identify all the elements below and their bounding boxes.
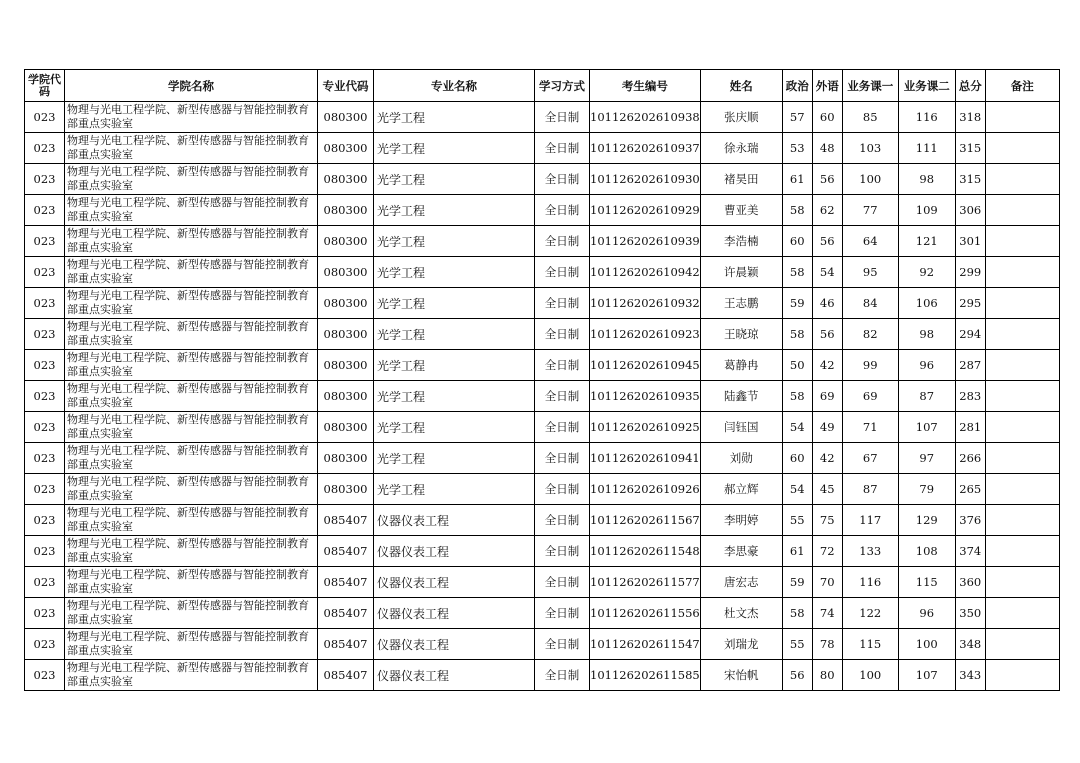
student-name-cell: 张庆顺 — [700, 102, 782, 133]
subject-one-score-cell: 69 — [842, 381, 898, 412]
student-name-cell: 宋怡帆 — [700, 660, 782, 691]
header-name: 姓名 — [700, 70, 782, 102]
table-row — [25, 474, 1060, 505]
major-code-cell: 085407 — [318, 505, 374, 536]
total-score-cell: 360 — [955, 567, 985, 598]
total-score-cell: 299 — [955, 257, 985, 288]
politics-score-cell: 58 — [782, 195, 812, 226]
major-name-cell: 光学工程 — [374, 164, 535, 195]
subject-one-score-cell: 122 — [842, 598, 898, 629]
study-mode-cell: 全日制 — [535, 257, 590, 288]
college-code-cell: 023 — [25, 381, 65, 412]
major-name-cell: 仪器仪表工程 — [374, 629, 535, 660]
major-code-cell: 080300 — [318, 412, 374, 443]
student-name-cell: 郝立辉 — [700, 474, 782, 505]
subject-one-score-cell: 116 — [842, 567, 898, 598]
foreign-language-score-cell: 75 — [812, 505, 842, 536]
student-name-cell: 曹亚美 — [700, 195, 782, 226]
college-code-cell: 023 — [25, 164, 65, 195]
college-code-cell: 023 — [25, 288, 65, 319]
student-name-cell: 许晨颖 — [700, 257, 782, 288]
student-name-cell: 李思豪 — [700, 536, 782, 567]
major-name-cell: 光学工程 — [374, 226, 535, 257]
header-remarks: 备注 — [985, 70, 1059, 102]
total-score-cell: 376 — [955, 505, 985, 536]
exam-id-cell: 101126202610945 — [590, 350, 701, 381]
subject-one-score-cell: 103 — [842, 133, 898, 164]
major-name-cell: 光学工程 — [374, 474, 535, 505]
total-score-cell: 295 — [955, 288, 985, 319]
college-name-cell: 物理与光电工程学院、新型传感器与智能控制教育部重点实验室 — [65, 195, 318, 226]
study-mode-cell: 全日制 — [535, 536, 590, 567]
major-name-cell: 仪器仪表工程 — [374, 660, 535, 691]
major-code-cell: 085407 — [318, 629, 374, 660]
table-row — [25, 257, 1060, 288]
remarks-cell — [985, 536, 1059, 567]
subject-two-score-cell: 116 — [898, 102, 955, 133]
remarks-cell — [985, 412, 1059, 443]
foreign-language-score-cell: 69 — [812, 381, 842, 412]
foreign-language-score-cell: 54 — [812, 257, 842, 288]
major-code-cell: 080300 — [318, 102, 374, 133]
college-code-cell: 023 — [25, 195, 65, 226]
exam-id-cell: 101126202611585 — [590, 660, 701, 691]
subject-one-score-cell: 100 — [842, 164, 898, 195]
major-code-cell: 080300 — [318, 164, 374, 195]
subject-two-score-cell: 79 — [898, 474, 955, 505]
table-row — [25, 288, 1060, 319]
college-code-cell: 023 — [25, 443, 65, 474]
major-name-cell: 光学工程 — [374, 350, 535, 381]
remarks-cell — [985, 443, 1059, 474]
table-row — [25, 195, 1060, 226]
subject-two-score-cell: 129 — [898, 505, 955, 536]
college-code-cell: 023 — [25, 505, 65, 536]
exam-id-cell: 101126202610939 — [590, 226, 701, 257]
table-row — [25, 536, 1060, 567]
college-name-cell: 物理与光电工程学院、新型传感器与智能控制教育部重点实验室 — [65, 226, 318, 257]
college-name-cell: 物理与光电工程学院、新型传感器与智能控制教育部重点实验室 — [65, 598, 318, 629]
college-name-cell: 物理与光电工程学院、新型传感器与智能控制教育部重点实验室 — [65, 567, 318, 598]
college-code-cell: 023 — [25, 567, 65, 598]
subject-two-score-cell: 121 — [898, 226, 955, 257]
student-name-cell: 徐永瑞 — [700, 133, 782, 164]
major-code-cell: 080300 — [318, 288, 374, 319]
college-name-cell: 物理与光电工程学院、新型传感器与智能控制教育部重点实验室 — [65, 288, 318, 319]
subject-one-score-cell: 71 — [842, 412, 898, 443]
politics-score-cell: 61 — [782, 164, 812, 195]
foreign-language-score-cell: 72 — [812, 536, 842, 567]
subject-two-score-cell: 107 — [898, 412, 955, 443]
college-name-cell: 物理与光电工程学院、新型传感器与智能控制教育部重点实验室 — [65, 474, 318, 505]
college-name-cell: 物理与光电工程学院、新型传感器与智能控制教育部重点实验室 — [65, 350, 318, 381]
foreign-language-score-cell: 56 — [812, 226, 842, 257]
total-score-cell: 281 — [955, 412, 985, 443]
college-code-cell: 023 — [25, 133, 65, 164]
student-name-cell: 闫钰国 — [700, 412, 782, 443]
remarks-cell — [985, 195, 1059, 226]
subject-two-score-cell: 92 — [898, 257, 955, 288]
total-score-cell: 348 — [955, 629, 985, 660]
politics-score-cell: 58 — [782, 319, 812, 350]
college-name-cell: 物理与光电工程学院、新型传感器与智能控制教育部重点实验室 — [65, 536, 318, 567]
college-code-cell: 023 — [25, 319, 65, 350]
major-code-cell: 080300 — [318, 350, 374, 381]
table-row — [25, 443, 1060, 474]
subject-two-score-cell: 98 — [898, 164, 955, 195]
major-name-cell: 仪器仪表工程 — [374, 567, 535, 598]
remarks-cell — [985, 474, 1059, 505]
major-name-cell: 光学工程 — [374, 133, 535, 164]
exam-id-cell: 101126202610938 — [590, 102, 701, 133]
politics-score-cell: 54 — [782, 412, 812, 443]
total-score-cell: 265 — [955, 474, 985, 505]
major-code-cell: 085407 — [318, 536, 374, 567]
header-college-code: 学院代码 — [25, 70, 65, 102]
remarks-cell — [985, 226, 1059, 257]
total-score-cell: 315 — [955, 164, 985, 195]
subject-one-score-cell: 115 — [842, 629, 898, 660]
remarks-cell — [985, 164, 1059, 195]
subject-one-score-cell: 82 — [842, 319, 898, 350]
foreign-language-score-cell: 45 — [812, 474, 842, 505]
foreign-language-score-cell: 70 — [812, 567, 842, 598]
total-score-cell: 350 — [955, 598, 985, 629]
foreign-language-score-cell: 46 — [812, 288, 842, 319]
major-code-cell: 080300 — [318, 381, 374, 412]
header-foreign-language: 外语 — [812, 70, 842, 102]
foreign-language-score-cell: 48 — [812, 133, 842, 164]
subject-two-score-cell: 98 — [898, 319, 955, 350]
major-name-cell: 仪器仪表工程 — [374, 505, 535, 536]
student-name-cell: 陆鑫节 — [700, 381, 782, 412]
table-row — [25, 381, 1060, 412]
table-row — [25, 350, 1060, 381]
subject-two-score-cell: 111 — [898, 133, 955, 164]
study-mode-cell: 全日制 — [535, 629, 590, 660]
subject-one-score-cell: 67 — [842, 443, 898, 474]
exam-id-cell: 101126202610942 — [590, 257, 701, 288]
remarks-cell — [985, 660, 1059, 691]
remarks-cell — [985, 567, 1059, 598]
exam-id-cell: 101126202610925 — [590, 412, 701, 443]
politics-score-cell: 60 — [782, 226, 812, 257]
foreign-language-score-cell: 42 — [812, 350, 842, 381]
exam-id-cell: 101126202610941 — [590, 443, 701, 474]
exam-id-cell: 101126202611567 — [590, 505, 701, 536]
college-code-cell: 023 — [25, 257, 65, 288]
table-row — [25, 660, 1060, 691]
study-mode-cell: 全日制 — [535, 164, 590, 195]
remarks-cell — [985, 257, 1059, 288]
subject-one-score-cell: 84 — [842, 288, 898, 319]
exam-id-cell: 101126202610937 — [590, 133, 701, 164]
exam-id-cell: 101126202610926 — [590, 474, 701, 505]
politics-score-cell: 54 — [782, 474, 812, 505]
remarks-cell — [985, 350, 1059, 381]
table-row — [25, 102, 1060, 133]
student-name-cell: 褚昊田 — [700, 164, 782, 195]
major-name-cell: 光学工程 — [374, 257, 535, 288]
header-study-mode: 学习方式 — [535, 70, 590, 102]
subject-two-score-cell: 96 — [898, 350, 955, 381]
college-name-cell: 物理与光电工程学院、新型传感器与智能控制教育部重点实验室 — [65, 443, 318, 474]
subject-one-score-cell: 87 — [842, 474, 898, 505]
remarks-cell — [985, 629, 1059, 660]
exam-id-cell: 101126202611577 — [590, 567, 701, 598]
politics-score-cell: 58 — [782, 257, 812, 288]
major-name-cell: 仪器仪表工程 — [374, 536, 535, 567]
foreign-language-score-cell: 80 — [812, 660, 842, 691]
header-total: 总分 — [955, 70, 985, 102]
college-code-cell: 023 — [25, 598, 65, 629]
exam-id-cell: 101126202610932 — [590, 288, 701, 319]
study-mode-cell: 全日制 — [535, 505, 590, 536]
subject-one-score-cell: 117 — [842, 505, 898, 536]
total-score-cell: 283 — [955, 381, 985, 412]
politics-score-cell: 55 — [782, 505, 812, 536]
college-name-cell: 物理与光电工程学院、新型传感器与智能控制教育部重点实验室 — [65, 412, 318, 443]
table-row — [25, 164, 1060, 195]
subject-one-score-cell: 77 — [842, 195, 898, 226]
subject-one-score-cell: 133 — [842, 536, 898, 567]
header-subject-one: 业务课一 — [842, 70, 898, 102]
subject-one-score-cell: 85 — [842, 102, 898, 133]
total-score-cell: 315 — [955, 133, 985, 164]
politics-score-cell: 57 — [782, 102, 812, 133]
subject-one-score-cell: 99 — [842, 350, 898, 381]
table-row — [25, 505, 1060, 536]
college-name-cell: 物理与光电工程学院、新型传感器与智能控制教育部重点实验室 — [65, 660, 318, 691]
politics-score-cell: 59 — [782, 567, 812, 598]
major-name-cell: 光学工程 — [374, 102, 535, 133]
subject-one-score-cell: 64 — [842, 226, 898, 257]
subject-one-score-cell: 100 — [842, 660, 898, 691]
remarks-cell — [985, 381, 1059, 412]
header-exam-id: 考生编号 — [590, 70, 701, 102]
remarks-cell — [985, 598, 1059, 629]
total-score-cell: 374 — [955, 536, 985, 567]
foreign-language-score-cell: 60 — [812, 102, 842, 133]
college-code-cell: 023 — [25, 102, 65, 133]
major-name-cell: 光学工程 — [374, 443, 535, 474]
college-code-cell: 023 — [25, 350, 65, 381]
foreign-language-score-cell: 42 — [812, 443, 842, 474]
major-name-cell: 仪器仪表工程 — [374, 598, 535, 629]
major-name-cell: 光学工程 — [374, 412, 535, 443]
study-mode-cell: 全日制 — [535, 319, 590, 350]
study-mode-cell: 全日制 — [535, 133, 590, 164]
table-row — [25, 598, 1060, 629]
remarks-cell — [985, 102, 1059, 133]
remarks-cell — [985, 133, 1059, 164]
foreign-language-score-cell: 62 — [812, 195, 842, 226]
subject-two-score-cell: 108 — [898, 536, 955, 567]
study-mode-cell: 全日制 — [535, 195, 590, 226]
student-name-cell: 王晓琼 — [700, 319, 782, 350]
total-score-cell: 287 — [955, 350, 985, 381]
college-code-cell: 023 — [25, 474, 65, 505]
study-mode-cell: 全日制 — [535, 381, 590, 412]
college-name-cell: 物理与光电工程学院、新型传感器与智能控制教育部重点实验室 — [65, 505, 318, 536]
remarks-cell — [985, 505, 1059, 536]
college-code-cell: 023 — [25, 412, 65, 443]
college-name-cell: 物理与光电工程学院、新型传感器与智能控制教育部重点实验室 — [65, 164, 318, 195]
major-name-cell: 光学工程 — [374, 195, 535, 226]
student-name-cell: 王志鹏 — [700, 288, 782, 319]
admission-score-table — [24, 69, 1060, 691]
table-row — [25, 226, 1060, 257]
foreign-language-score-cell: 78 — [812, 629, 842, 660]
header-college-name: 学院名称 — [65, 70, 318, 102]
major-code-cell: 085407 — [318, 567, 374, 598]
subject-two-score-cell: 100 — [898, 629, 955, 660]
exam-id-cell: 101126202611556 — [590, 598, 701, 629]
study-mode-cell: 全日制 — [535, 102, 590, 133]
exam-id-cell: 101126202611548 — [590, 536, 701, 567]
total-score-cell: 301 — [955, 226, 985, 257]
student-name-cell: 葛静冉 — [700, 350, 782, 381]
politics-score-cell: 61 — [782, 536, 812, 567]
table-row — [25, 319, 1060, 350]
header-subject-two: 业务课二 — [898, 70, 955, 102]
total-score-cell: 343 — [955, 660, 985, 691]
subject-two-score-cell: 109 — [898, 195, 955, 226]
foreign-language-score-cell: 56 — [812, 164, 842, 195]
major-code-cell: 085407 — [318, 598, 374, 629]
study-mode-cell: 全日制 — [535, 598, 590, 629]
exam-id-cell: 101126202610930 — [590, 164, 701, 195]
study-mode-cell: 全日制 — [535, 288, 590, 319]
table-row — [25, 567, 1060, 598]
college-name-cell: 物理与光电工程学院、新型传感器与智能控制教育部重点实验室 — [65, 102, 318, 133]
major-code-cell: 080300 — [318, 319, 374, 350]
study-mode-cell: 全日制 — [535, 474, 590, 505]
student-name-cell: 唐宏志 — [700, 567, 782, 598]
total-score-cell: 306 — [955, 195, 985, 226]
college-code-cell: 023 — [25, 660, 65, 691]
study-mode-cell: 全日制 — [535, 412, 590, 443]
exam-id-cell: 101126202610935 — [590, 381, 701, 412]
college-code-cell: 023 — [25, 226, 65, 257]
major-code-cell: 080300 — [318, 195, 374, 226]
politics-score-cell: 53 — [782, 133, 812, 164]
college-code-cell: 023 — [25, 536, 65, 567]
politics-score-cell: 59 — [782, 288, 812, 319]
exam-id-cell: 101126202610929 — [590, 195, 701, 226]
table-row — [25, 133, 1060, 164]
student-name-cell: 杜文杰 — [700, 598, 782, 629]
college-code-cell: 023 — [25, 629, 65, 660]
exam-id-cell: 101126202610923 — [590, 319, 701, 350]
study-mode-cell: 全日制 — [535, 443, 590, 474]
subject-two-score-cell: 106 — [898, 288, 955, 319]
politics-score-cell: 58 — [782, 598, 812, 629]
student-name-cell: 刘勋 — [700, 443, 782, 474]
major-name-cell: 光学工程 — [374, 319, 535, 350]
politics-score-cell: 55 — [782, 629, 812, 660]
header-major-name: 专业名称 — [374, 70, 535, 102]
student-name-cell: 李明婷 — [700, 505, 782, 536]
total-score-cell: 294 — [955, 319, 985, 350]
major-code-cell: 080300 — [318, 474, 374, 505]
major-code-cell: 085407 — [318, 660, 374, 691]
header-politics: 政治 — [782, 70, 812, 102]
subject-two-score-cell: 96 — [898, 598, 955, 629]
subject-two-score-cell: 107 — [898, 660, 955, 691]
student-name-cell: 李浩楠 — [700, 226, 782, 257]
foreign-language-score-cell: 49 — [812, 412, 842, 443]
remarks-cell — [985, 319, 1059, 350]
foreign-language-score-cell: 74 — [812, 598, 842, 629]
subject-two-score-cell: 87 — [898, 381, 955, 412]
major-code-cell: 080300 — [318, 257, 374, 288]
college-name-cell: 物理与光电工程学院、新型传感器与智能控制教育部重点实验室 — [65, 381, 318, 412]
foreign-language-score-cell: 56 — [812, 319, 842, 350]
subject-two-score-cell: 97 — [898, 443, 955, 474]
total-score-cell: 318 — [955, 102, 985, 133]
header-major-code: 专业代码 — [318, 70, 374, 102]
student-name-cell: 刘瑞龙 — [700, 629, 782, 660]
remarks-cell — [985, 288, 1059, 319]
politics-score-cell: 60 — [782, 443, 812, 474]
study-mode-cell: 全日制 — [535, 226, 590, 257]
major-code-cell: 080300 — [318, 226, 374, 257]
college-name-cell: 物理与光电工程学院、新型传感器与智能控制教育部重点实验室 — [65, 629, 318, 660]
major-code-cell: 080300 — [318, 133, 374, 164]
header-row — [25, 70, 1060, 102]
politics-score-cell: 50 — [782, 350, 812, 381]
politics-score-cell: 56 — [782, 660, 812, 691]
major-name-cell: 光学工程 — [374, 381, 535, 412]
subject-one-score-cell: 95 — [842, 257, 898, 288]
study-mode-cell: 全日制 — [535, 660, 590, 691]
politics-score-cell: 58 — [782, 381, 812, 412]
study-mode-cell: 全日制 — [535, 350, 590, 381]
college-name-cell: 物理与光电工程学院、新型传感器与智能控制教育部重点实验室 — [65, 133, 318, 164]
college-name-cell: 物理与光电工程学院、新型传感器与智能控制教育部重点实验室 — [65, 257, 318, 288]
subject-two-score-cell: 115 — [898, 567, 955, 598]
table-row — [25, 412, 1060, 443]
table-row — [25, 629, 1060, 660]
major-name-cell: 光学工程 — [374, 288, 535, 319]
study-mode-cell: 全日制 — [535, 567, 590, 598]
exam-id-cell: 101126202611547 — [590, 629, 701, 660]
total-score-cell: 266 — [955, 443, 985, 474]
major-code-cell: 080300 — [318, 443, 374, 474]
college-name-cell: 物理与光电工程学院、新型传感器与智能控制教育部重点实验室 — [65, 319, 318, 350]
